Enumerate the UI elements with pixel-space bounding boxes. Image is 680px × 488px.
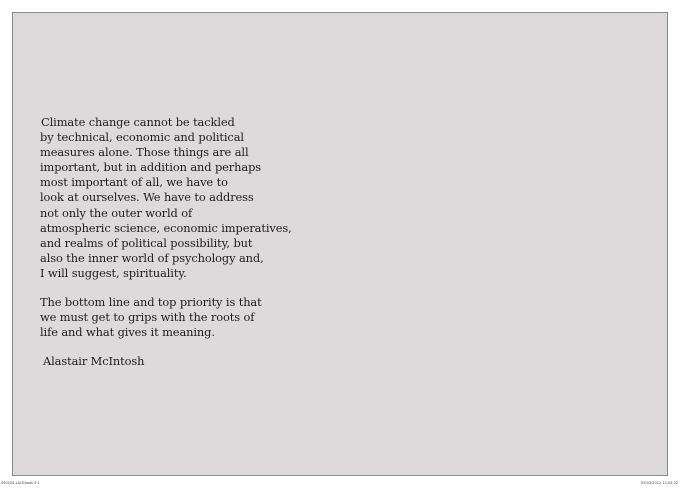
print-slug-right: 09/03/2012 12:03:32 [640, 481, 678, 485]
quote-line: we must get to grips with the roots of [40, 310, 255, 325]
quote-line: Climate change cannot be tackled [41, 115, 235, 129]
quote-text-block [40, 115, 340, 369]
quote-line: look at ourselves. We have to address [40, 190, 254, 205]
quote-paragraph-1 [40, 115, 340, 281]
quote-line: The bottom line and top priority is that [40, 295, 262, 310]
quote-line: important, but in addition and perhaps [40, 160, 262, 175]
quote-line: by technical, economic and political [40, 130, 244, 145]
quote-line: also the inner world of psychology and, [40, 250, 264, 265]
quote-card [12, 12, 668, 476]
quote-paragraph-2 [40, 295, 340, 340]
quote-line: most important of all, we have to [40, 175, 228, 190]
quote-line: life and what gives it meaning. [40, 325, 215, 340]
quote-line: not only the outer world of [40, 205, 193, 220]
quote-line: atmospheric science, economic imperatives, [40, 220, 292, 235]
quote-line: and realms of political possibility, but [40, 235, 253, 250]
quote-author: Alastair McIntosh [43, 354, 145, 369]
quote-line: I will suggest, spirituality. [40, 265, 187, 280]
print-slug-left: 090205-LACEbook 9 1 [1, 481, 40, 485]
quote-line: measures alone. Those things are all [40, 145, 249, 160]
